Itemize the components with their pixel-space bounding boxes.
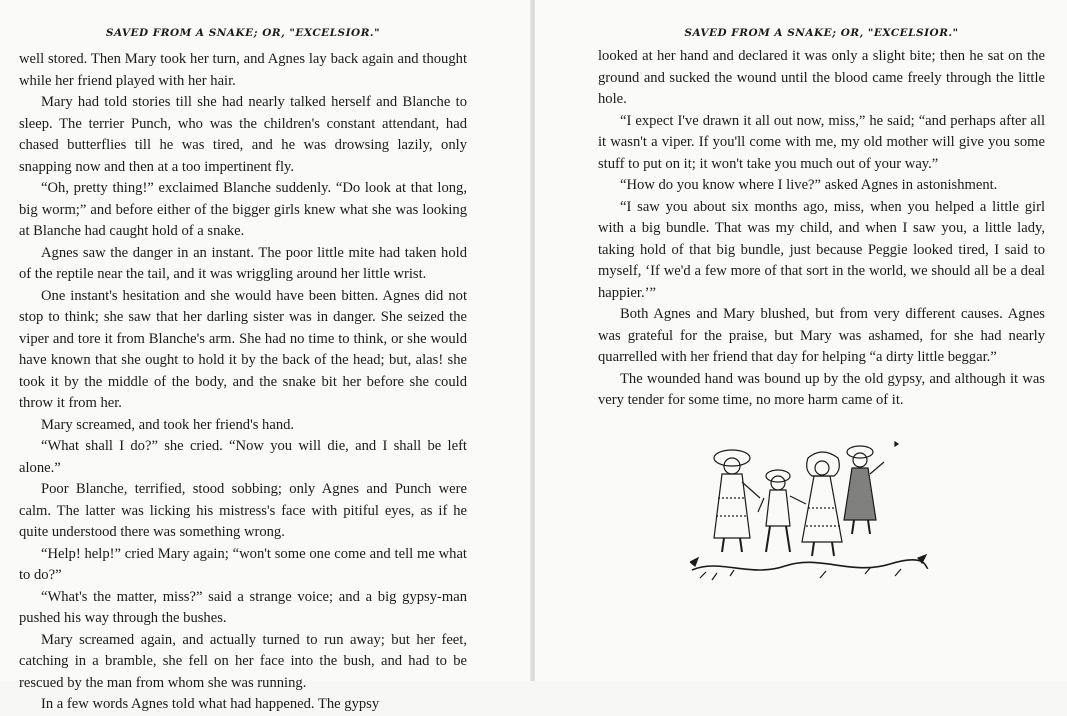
- paragraph: “Oh, pretty thing!” exclaimed Blanche suddenly. “Do look at that long, big worm;” and before either of the bigger girls knew what she was looking at Blanche had caught hold of a snake.: [19, 180, 467, 239]
- paragraph: Mary screamed, and took her friend's hand.: [41, 416, 295, 433]
- paragraph: “How do you know where I live?” asked Agnes in astonishment.: [620, 177, 998, 193]
- page-text: [598, 46, 1045, 412]
- paragraph: One instant's hesitation and she would have been bitten. Agnes did not stop to think; she saw that her darling sister was in danger. She seized the viper and tore it from Blanche's arm. She had no time to think, or she would have known that she ought to hold it by the back of the head; but, alas! she took it by the middle of the body, and the snake bit her before she could throw it from her.: [19, 287, 467, 411]
- paragraph: “What's the matter, miss?” said a strange voice; and a big gypsy-man pushed his way through the bushes.: [19, 588, 467, 626]
- paragraph: “I saw you about six months ago, miss, when you helped a little girl with a big bundle. That was my child, and when I saw you, a little lady, taking hold of that big bundle, just because Peggie looked tired, I said to myself, ‘If we'd a few more of that sort in the world, we should all be a deal happier.’”: [598, 198, 1045, 301]
- paragraph: The wounded hand was bound up by the old gypsy, and although it was very tender for some time, no more harm came of it.: [598, 370, 1045, 408]
- paragraph: Agnes saw the danger in an instant. The poor little mite had taken hold of the reptile near the tail, and it was wriggling around her little wrist.: [19, 244, 467, 282]
- paragraph: Mary had told stories till she had nearly talked herself and Blanche to sleep. The terrier Punch, who was the children's constant attendant, had chased butterflies till he was tired, and he was drowsing lazily, only snapping now and then at a too impertinent fly.: [19, 94, 467, 175]
- paragraph: In a few words Agnes told what had happened. The gypsy: [41, 696, 380, 712]
- page-text: [19, 49, 467, 716]
- paragraph: Both Agnes and Mary blushed, but from very different causes. Agnes was grateful for the praise, but Mary was ashamed, for she had nearly quarrelled with her friend that day for helping “a dirty little beggar.”: [598, 306, 1045, 365]
- paragraph: Poor Blanche, terrified, stood sobbing; only Agnes and Punch were calm. The latter was licking his mistress's face with pitiful eyes, as if he quite understood there was something wrong.: [19, 481, 467, 540]
- paragraph: Mary screamed again, and actually turned to run away; but her feet, catching in a bramble, she fell on her face into the bush, and had to be rescued by the man from whom she was running.: [19, 631, 467, 691]
- paragraph: well stored. Then Mary took her turn, and Agnes lay back again and thought while her friend played with her hair.: [19, 51, 467, 89]
- left-page: [0, 0, 533, 712]
- paragraph: “I expect I've drawn it all out now, miss,” he said; “and perhaps after all it wasn't a viper. If you'll come with me, my old mother will give you some stuff to put on it; it won't take you much out of your way.”: [598, 112, 1045, 172]
- paragraph: “Help! help!” cried Mary again; “won't some one come and tell me what to do?”: [19, 545, 467, 583]
- paragraph: looked at her hand and declared it was only a slight bite; then he sat on the ground and sucked the wound until the blood came freely through the little hole.: [598, 48, 1045, 107]
- right-page: [535, 0, 1067, 681]
- running-head: SAVED FROM A SNAKE; OR, "EXCELSIOR.": [684, 27, 959, 39]
- engraving-svg: [690, 438, 930, 588]
- children-group-engraving-icon: [690, 438, 930, 588]
- running-head: SAVED FROM A SNAKE; OR, "EXCELSIOR.": [105, 27, 381, 39]
- paragraph: “What shall I do?” she cried. “Now you will die, and I shall be left alone.”: [19, 438, 467, 476]
